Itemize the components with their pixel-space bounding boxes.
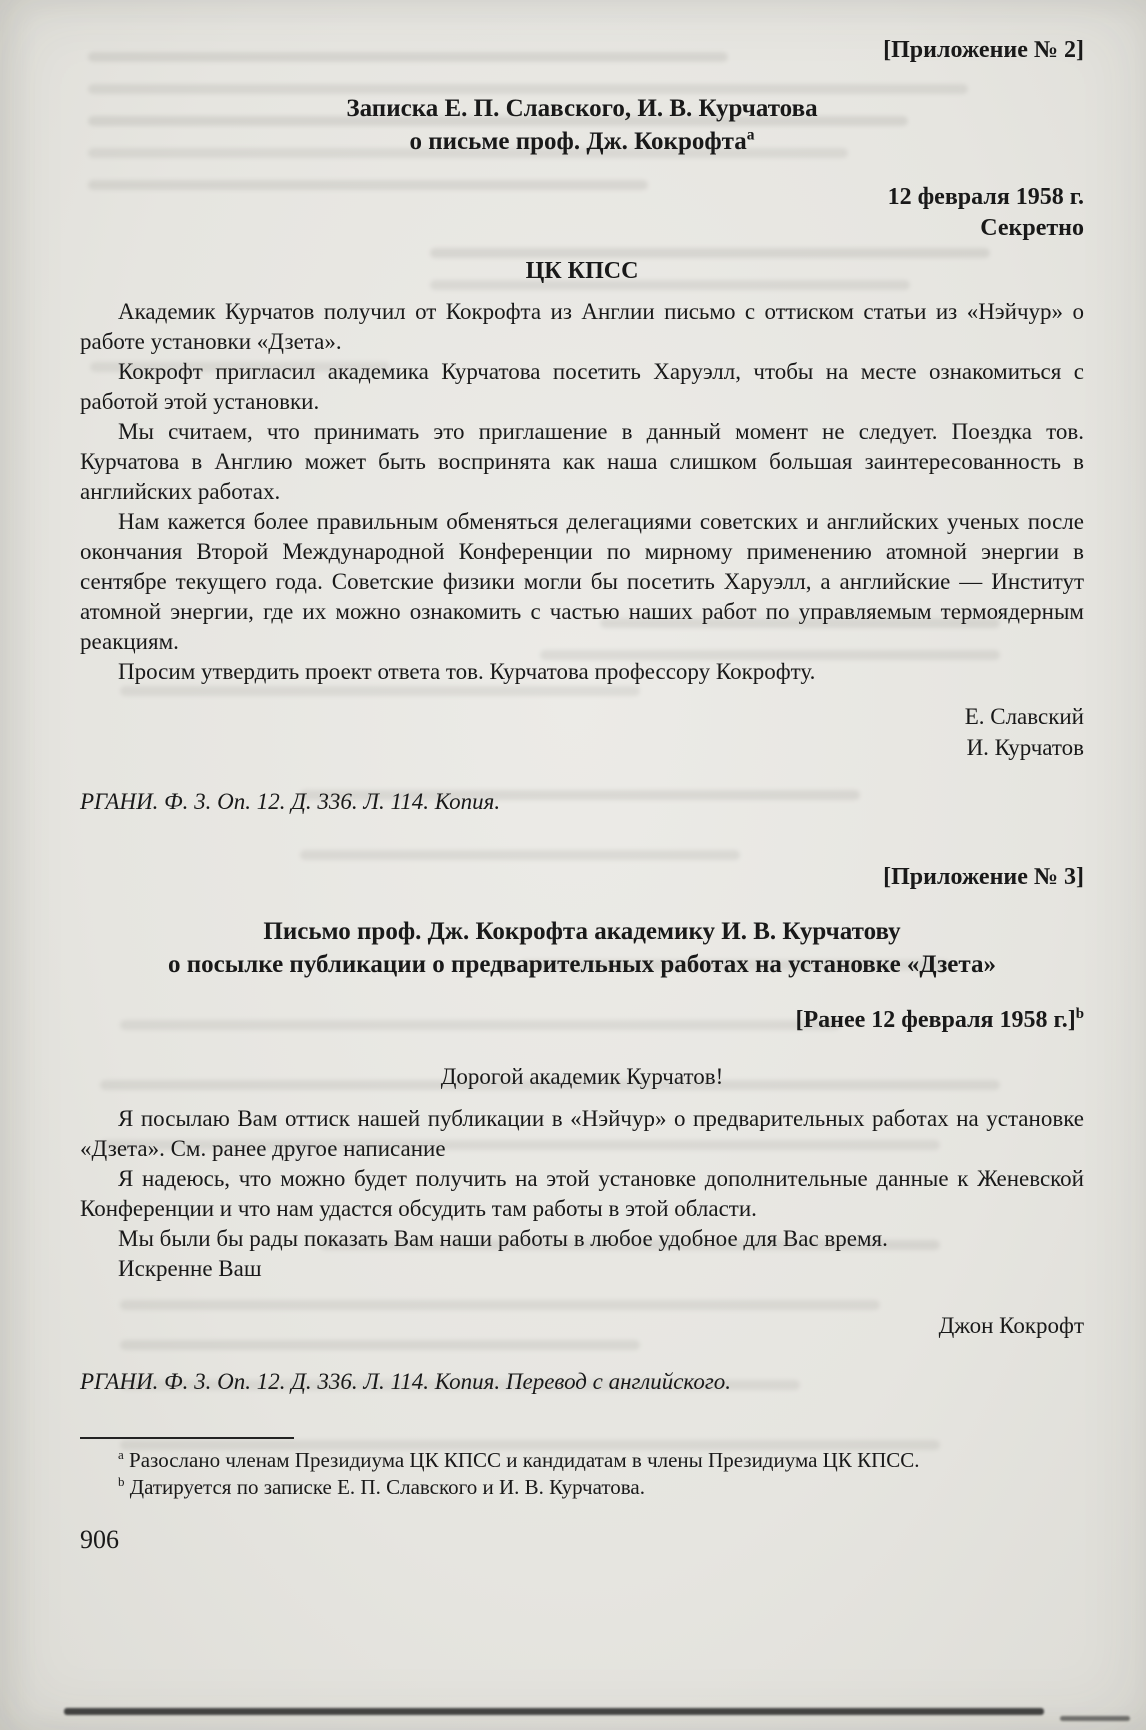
doc2-title	[80, 915, 1084, 981]
doc2-date: [Ранее 12 февраля 1958 г.]$^b$	[795, 1006, 1084, 1033]
doc1-paragraph: Кокрофт пригласил академика Курчатова посетить Харуэлл, чтобы на месте ознакомиться с работой этой установки.	[80, 359, 1084, 414]
footnotes-block	[80, 1447, 1084, 1501]
signature-cockcroft: Джон Кокрофт	[938, 1313, 1084, 1338]
doc2-paragraph: Я надеюсь, что можно будет получить на этой установке дополнительные данные к Женевской Конференции и что нам удастся обсудить там работы в этой области.	[80, 1166, 1084, 1221]
footnote-b-text: Датируется по записке Е. П. Славского и И. В. Курчатова.	[129, 1475, 645, 1499]
doc2-date-footnote-marker: b	[1075, 1006, 1084, 1022]
doc1-paragraph: Академик Курчатов получил от Кокрофта из Англии письмо с оттиском статьи из «Нэйчур» о работе установки «Дзета».	[80, 299, 1084, 354]
footnote-a-text: Разослано членам Президиума ЦК КПСС и кандидатам в члены Президиума ЦК КПСС.	[129, 1448, 920, 1472]
doc2-title-line2: о посылке публикации о предварительных работах на установке «Дзета»	[168, 951, 996, 978]
doc2-archive-reference: РГАНИ. Ф. 3. Оп. 12. Д. 336. Л. 114. Копия. Перевод с английского.	[80, 1369, 732, 1394]
doc2-paragraph: Мы были бы рады показать Вам наши работы в любое удобное для Вас время.	[118, 1226, 888, 1251]
doc1-paragraph: Мы считаем, что принимать это приглашение в данный момент не следует. Поездка тов. Курчатова в Англию может быть воспринята как наша слишком большая заинтересованность в английских работах.	[80, 419, 1084, 504]
doc1-title	[80, 92, 1084, 158]
scan-artifact-bottom-right	[1060, 1716, 1130, 1721]
doc1-title-footnote-marker: а	[746, 126, 755, 144]
footnote-separator-rule	[80, 1437, 294, 1439]
footnote-a	[80, 1447, 1084, 1474]
doc1-addressee: ЦК КПСС	[525, 258, 639, 284]
doc1-signatures	[80, 701, 1084, 763]
doc2-closing: Искренне Ваш	[118, 1256, 262, 1281]
appendix-3-label: [Приложение № 3]	[883, 864, 1084, 890]
doc1-title-line2: о письме проф. Дж. Кокрофта$^а$	[409, 126, 755, 155]
doc2-title-line1: Письмо проф. Дж. Кокрофта академику И. В. Курчатову	[263, 918, 901, 945]
appendix-2-label: [Приложение № 2]	[883, 37, 1084, 63]
doc1-body	[80, 297, 1084, 687]
doc1-paragraph: Просим утвердить проект ответа тов. Курчатова профессору Кокрофту.	[118, 659, 816, 684]
scan-artifact-bottom	[64, 1708, 1044, 1715]
doc2-paragraph: Я посылаю Вам оттиск нашей публикации в «Нэйчур» о предварительных работах на установке «Дзета». См. ранее другое написание	[80, 1106, 1084, 1161]
doc2-salutation: Дорогой академик Курчатов!	[440, 1064, 724, 1089]
doc1-title-line1: Записка Е. П. Славского, И. В. Курчатова	[346, 95, 818, 122]
page-number: 906	[80, 1525, 119, 1554]
signature-kurchatov: И. Курчатов	[966, 735, 1084, 760]
footnote-b-marker: b	[118, 1474, 125, 1489]
doc1-date: 12 февраля 1958 г.	[887, 184, 1084, 210]
doc1-paragraph: Нам кажется более правильным обменяться делегациями советских и английских ученых после окончания Второй Международной Конференции по мирному применению атомной энергии в сентябре текущего года. Советские физики могли бы посетить Харуэлл, а английские — Институт атомной энергии, где их можно ознакомить с частью наших работ по управляемым термоядерным реакциям.	[80, 509, 1084, 654]
doc2-body	[80, 1104, 1084, 1284]
doc1-archive-reference: РГАНИ. Ф. 3. Оп. 12. Д. 336. Л. 114. Копия.	[80, 789, 501, 814]
doc1-classification: Секретно	[980, 215, 1084, 241]
footnote-b	[80, 1474, 1084, 1501]
signature-slavsky: Е. Славский	[964, 704, 1084, 729]
footnote-a-marker: а	[118, 1447, 124, 1462]
